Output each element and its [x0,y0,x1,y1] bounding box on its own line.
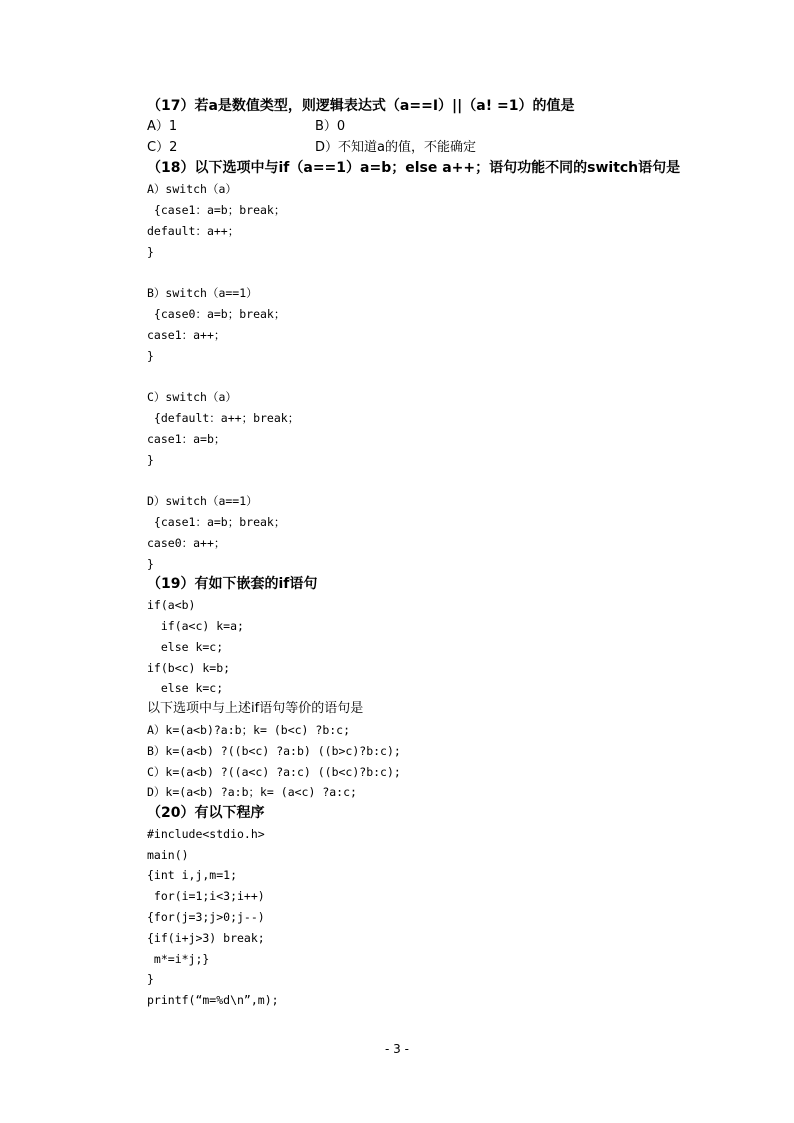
q20-code-line: main() [147,847,189,862]
q20-code-line: for(i=1;i<3;i++) [147,889,265,904]
page-number: - 3 - [385,1042,409,1056]
q20-code-line: #include<stdio.h> [147,826,265,841]
q18-option-d-line: } [147,556,154,571]
q19-code-line: if(a<b) [147,598,196,613]
option-c: C）2 [147,139,178,155]
q20-code-line: {if(i+j>3) break; [147,930,265,945]
q19-option-a: A）k=(a<b)?a:b；k= (b<c) ?b:c; [147,722,351,737]
q18-option-b-line: } [147,348,154,363]
q18-option-b-line: B）switch（a==1） [147,286,258,301]
q18-option-a-line: default：a++； [147,223,240,238]
q18-option-c-line: C）switch（a） [147,390,237,405]
q19-code-line: if(a<c) k=a; [147,618,244,633]
spacer [147,470,707,491]
q19-prompt: 以下选项中与上述if语句等价的语句是 [147,701,364,717]
q20-code-line: {for(j=3;j>0;j--) [147,910,265,925]
q19-code-line: else k=c; [147,639,224,654]
q20-code-line: } [147,972,154,987]
q19-code-line: else k=c; [147,681,224,696]
q18-option-c-line: case1：a=b； [147,431,226,446]
question-17-title: （17）若a是数值类型，则逻辑表达式（a==I）||（a! =1）的值是 [147,98,575,114]
q18-option-a-line: {case1：a=b；break； [147,202,286,217]
document-page [147,96,707,1011]
q19-option-b: B）k=(a<b) ?((b<c) ?a:b) ((b>c)?b:c); [147,743,401,758]
question-17-options-row-1 [147,117,707,138]
q18-option-b-line: {case0：a=b；break； [147,306,286,321]
spacer [147,262,707,283]
q20-code-line: {int i,j,m=1; [147,868,238,883]
question-19-title: （19）有如下嵌套的if语句 [147,576,318,593]
question-17-options-row-2 [147,138,707,159]
q19-code-line: if(b<c) k=b; [147,660,231,675]
q20-code-line: printf(“m=%d\n”,m); [147,993,279,1008]
q18-option-a-line: A）switch（a） [147,182,237,197]
option-d: D）不知道a的值，不能确定 [315,139,476,155]
spacer [147,366,707,387]
q18-option-c-line: {default：a++；break； [147,410,300,425]
q19-option-d: D）k=(a<b) ?a:b；k= (a<c) ?a:c; [147,785,357,800]
q18-option-d-line: case0：a++； [147,535,226,550]
option-a: A）1 [147,118,178,134]
q20-code-line: m*=i*j;} [147,951,210,966]
q18-option-a-line: } [147,244,154,259]
q18-option-c-line: } [147,452,154,467]
question-20-title: （20）有以下程序 [147,805,265,822]
question-18-title: （18）以下选项中与if（a==1）a=b；else a++；语句功能不同的switch语句是 [147,160,681,177]
option-b: B）0 [315,118,346,134]
q19-option-c: C）k=(a<b) ?((a<c) ?a:c) ((b<c)?b:c); [147,764,401,779]
q18-option-d-line: {case1：a=b；break； [147,514,286,529]
q18-option-b-line: case1：a++； [147,327,226,342]
q18-option-d-line: D）switch（a==1） [147,494,258,509]
